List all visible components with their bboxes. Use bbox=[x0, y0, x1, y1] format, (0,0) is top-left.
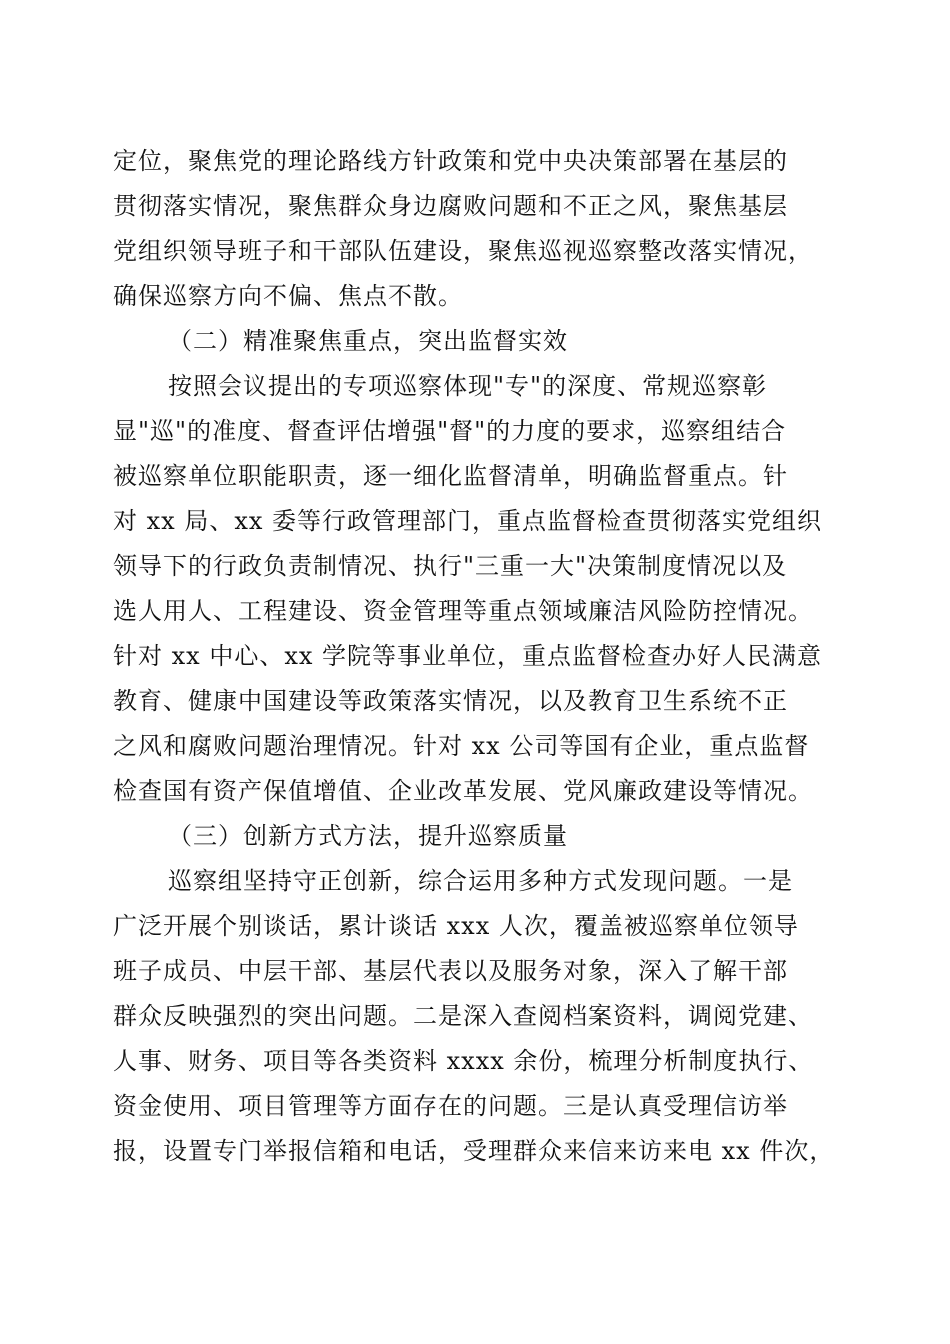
section-heading: （三）创新方式方法，提升巡察质量 bbox=[168, 822, 568, 850]
text-line: 广泛开展个别谈话，累计谈话 xxx 人次，覆盖被巡察单位领导 bbox=[113, 912, 799, 940]
text-line: 人事、财务、项目等各类资料 xxxx 余份，梳理分析制度执行、 bbox=[113, 1047, 814, 1075]
text-line: 资金使用、项目管理等方面存在的问题。三是认真受理信访举 bbox=[113, 1092, 788, 1120]
text-line: 针对 xx 中心、xx 学院等事业单位，重点监督检查办好人民满意 bbox=[113, 642, 823, 670]
text-line: 班子成员、中层干部、基层代表以及服务对象，深入了解干部 bbox=[113, 957, 788, 985]
text-line: 检查国有资产保值增值、企业改革发展、党风廉政建设等情况。 bbox=[113, 777, 813, 805]
text-line: 群众反映强烈的突出问题。二是深入查阅档案资料，调阅党建、 bbox=[113, 1002, 813, 1030]
paragraph-first-line: 按照会议提出的专项巡察体现"专"的深度、常规巡察彰 bbox=[168, 372, 768, 400]
text-line: 确保巡察方向不偏、焦点不散。 bbox=[113, 282, 463, 310]
text-line: 教育、健康中国建设等政策落实情况，以及教育卫生系统不正 bbox=[113, 687, 788, 715]
text-line: 贯彻落实情况，聚焦群众身边腐败问题和不正之风，聚焦基层 bbox=[113, 192, 788, 220]
text-line: 被巡察单位职能职责，逐一细化监督清单，明确监督重点。针 bbox=[113, 462, 788, 490]
text-line: 对 xx 局、xx 委等行政管理部门，重点监督检查贯彻落实党组织 bbox=[113, 507, 823, 535]
text-line: 选人用人、工程建设、资金管理等重点领域廉洁风险防控情况。 bbox=[113, 597, 813, 625]
text-line: 党组织领导班子和干部队伍建设，聚焦巡视巡察整改落实情况， bbox=[113, 237, 813, 265]
paragraph-first-line: 巡察组坚持守正创新，综合运用多种方式发现问题。一是 bbox=[168, 867, 793, 895]
text-line: 定位，聚焦党的理论路线方针政策和党中央决策部署在基层的 bbox=[113, 147, 788, 175]
text-line: 之风和腐败问题治理情况。针对 xx 公司等国有企业，重点监督 bbox=[113, 732, 810, 760]
text-line: 领导下的行政负责制情况、执行"三重一大"决策制度情况以及 bbox=[113, 552, 788, 580]
text-line: 报，设置专门举报信箱和电话，受理群众来信来访来电 xx 件次， bbox=[113, 1137, 835, 1165]
text-line: 显"巡"的准度、督查评估增强"督"的力度的要求，巡察组结合 bbox=[113, 417, 787, 445]
section-heading: （二）精准聚焦重点，突出监督实效 bbox=[168, 327, 568, 355]
